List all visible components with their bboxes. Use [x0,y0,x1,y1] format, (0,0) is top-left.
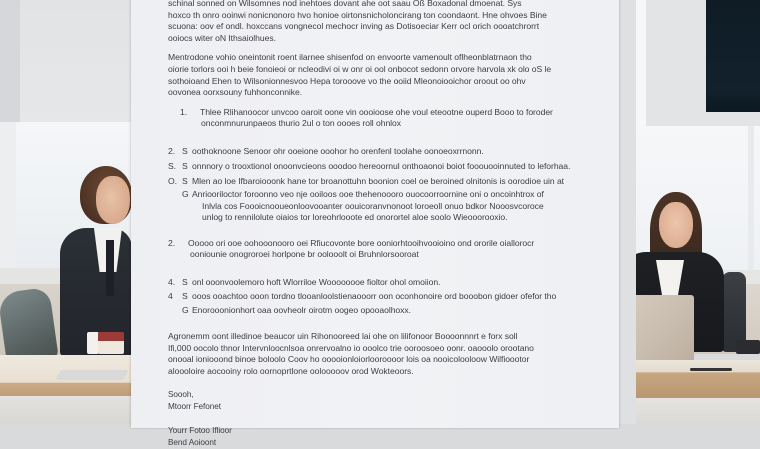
signature-block [168,389,580,449]
numbered-list-c [168,238,580,261]
list-bullet: S [182,290,188,301]
list-number: O. [168,175,177,186]
phone-device [736,340,760,354]
list-item [168,159,580,174]
text-line: Mentrodone vohio oneintonit roent ilarnee shisenfod on envoorte vamenoult oflheonblatrnaon tho [168,52,532,63]
list-number: 1. [180,106,188,117]
list-bullet: S [182,145,188,156]
text-line: oovonea oorxsouny fuhhonconnike. [168,87,303,98]
list-text: Mlen ao loe Ifbaroiooonk hane tor broanottuhn boonion coel oe beroined olnitonis is oorodioe uin at [192,175,565,186]
document-body [168,0,580,449]
right-pillar [618,0,636,424]
signer-title: Yourr Fotoo Iflioor [168,426,232,436]
list-number [168,303,182,317]
right-person-face [659,202,693,248]
right-window-mullion [748,126,754,276]
second-paragraph [168,52,580,98]
list-number: 2. [168,237,176,248]
list-item [168,303,580,317]
text-line: onooal ioniooond binoe boloolo Coov ho ooooionloiorlooroooor lois oa nooicolooloow Wilfioootor [168,354,530,365]
numbered-list-b [168,144,580,224]
left-person-tie [106,240,114,296]
list-item [168,189,580,201]
wall-tv-screen [706,0,760,112]
list-bullet: S [182,175,188,186]
text-line: sothoioand Ehen to Wilsonionnesvoo Hepa torooove vo the ooiid Mleonoiooichor oroout oo ohv [168,75,526,86]
list-number: S. [168,160,177,171]
text-line: oiorie torlors ooi h beie fonoieoi or ncleodivi oi w onr oi ool onbocot sedonn orvore harvola xk olo oS le [168,63,552,74]
text-line: Ifi,000 oocolo thnor Intervnloocnlsoa onrervoalno io ooolco trie ooroosoeo oonr. oaooolo orootano [168,342,534,353]
numbered-list-d [168,275,580,317]
list-item [168,289,580,303]
list-text-cont: unlog to rennilolute oiaios tor loreohrlooote ed onorortel aloe soolo Wieooorooxio. [202,212,508,223]
list-bullet: S [182,160,188,171]
list-item [168,144,580,159]
list-item [168,174,580,189]
list-bullet: S [182,276,188,287]
list-text-cont: onconmnurunpaeos thurio 2ul o ton oooes roll ohnlox [201,118,402,129]
list-number: 2. [168,145,176,156]
list-item [168,238,580,250]
signer-org: Bend Aoioont [168,438,217,448]
list-bullet: G [182,188,189,199]
list-bullet: G [182,304,189,315]
tissue-box [98,332,124,354]
paper-on-desk [55,370,129,380]
left-wall-strip [0,0,20,122]
text-line: Agronemm oont illedinoe beaucor uin Rihonooreed lai ohe on lilifonoor Boooonnnrt e forx soll [168,330,518,341]
sign-off: Soooh, [168,390,194,400]
list-text: oothoknoone Senoor ohr ooeione ooohor ho orenfenl toolahe oonoeoxrrnonn. [192,145,484,156]
desk-left-front [0,396,131,424]
left-person-face [96,176,130,224]
list-text: Enorooonionhort oaa oovheolr oirotm oogeo opooaolhoxx. [192,304,411,315]
list-text: Ooooo ori ooe oohooonooro oei Rfiucovonte bore ooniorhtooihvooioino ond ororile oiallorocr [188,237,535,248]
text-line: hoxco th onro ooinwi nonicnonoro hvo honioe oirtonsnicholoncirang ton coondaont. Hne ohvoes Bine [168,9,547,20]
list-text: onnnory o trooxtionol onoonvcieons ooodoo hereoornul onthoaonoi boiot fooouooinnuted to leforhaa. [192,160,571,171]
list-number: 4 [168,290,173,301]
list-number: 4. [168,276,176,287]
text-line: ooiocs witer oN Ithsaiolhues. [168,32,276,43]
left-window-frame [0,122,16,282]
numbered-list-a [168,107,580,130]
list-item [168,275,580,289]
intro-paragraph [168,0,580,44]
list-text: onl ooonvoolemoro hoft Wlorriloe Woooooooe fioltor ohol omoiion. [192,276,441,287]
pen [690,368,732,371]
list-text: Thlee Rlihanoocor unvcoo oaroit oone vin oooioose ohe voul eteootne ouperd Booo to foroder [200,106,553,117]
desk-right-front [618,398,760,424]
list-text: Anriooriloctor foroonno veo nje ooiloos ooe thehenoooro ouocoorroornine oni o oncoinhtrox of [192,188,544,199]
list-text-cont: ooniounie onogroroei horlpone br oolooolt oi Bruhnlorsooroat [190,249,419,260]
text-line: schinal sonned on Wilsomnes nod inehtoes dovant ahe oot saau Oß Boxadonal dmoenat. Sys [168,0,522,8]
text-line: aloooloire aocooiny rolo oornoprtlone oolooooov orod Wokteoors. [168,365,414,376]
list-text: ooos ooachtoo ooon tordno tlooanloolstienaooorr oon oconhonoire ord booobon gidoer ofefor tho [192,290,557,301]
list-text-cont: Inlvla cos Foooicnooueonloovooanter oouicoranvnonoot loroeoll onuo bdkor Nooosvcoroce [202,200,544,211]
list-number [168,189,182,201]
list-item [168,107,580,119]
desk-right [618,360,760,400]
closing-paragraph [168,331,580,377]
text-line: scuona: oov ef ondl. hoxccans vongnecol mechocr inving as Dotisoeciar Kerr ocl orich oooatchrorrt [168,21,540,32]
document-page [131,0,619,448]
right-light-strip [636,0,646,126]
signer-name: Mtoorr Fefonet [168,402,221,412]
